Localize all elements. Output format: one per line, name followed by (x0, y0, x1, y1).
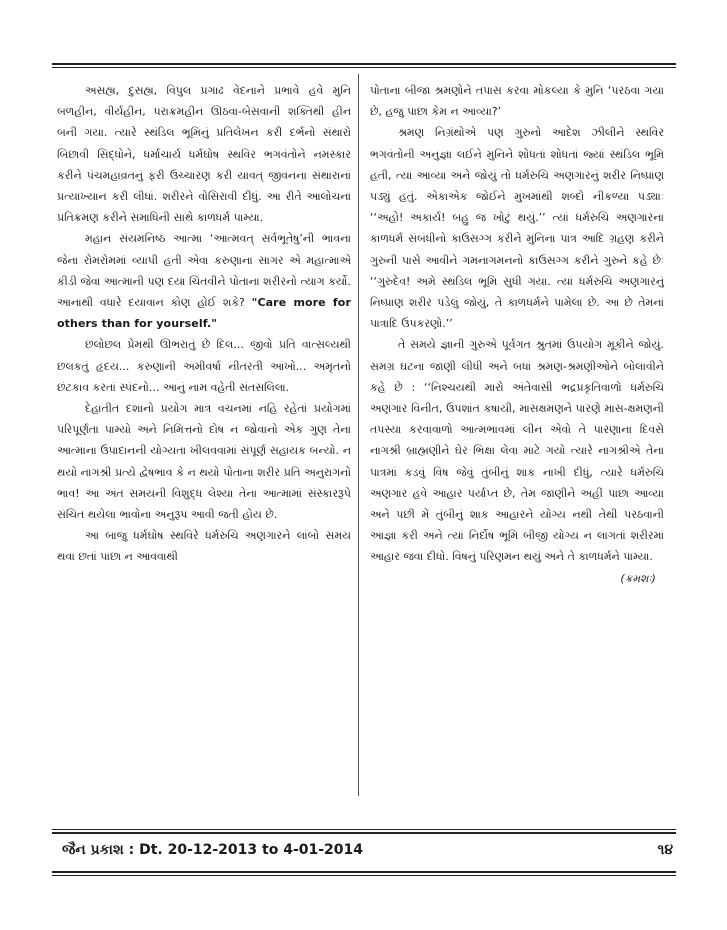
paragraph: છલોછલ પ્રેમથી ઊભરાતું છે દિલ... જીવો પ્રતિ વાત્સલ્યથી છલકતું હૃદય... કરુણાની અમીવર્ષા નીતરતી આંખો... અમૃતનો છંટકાવ કરતાં સ્પંદનો... આનું નામ વહેતી સંતસલિલા. (57, 338, 351, 394)
paragraph (57, 228, 351, 334)
top-rule (52, 63, 676, 65)
paragraph: આ બાજુ ધર્મઘોષ સ્થવિરે ધર્મરુચિ અણગારને લાંબો સમય થવા છતાં પાછા ન આવવાથી (57, 529, 351, 564)
english-quote: "Care more for others than for yourself." (57, 296, 351, 331)
paragraph: પોતાના બીજા શ્રમણોને તપાસ કરવા મોકલ્યા કે મુનિ ‘પરઠવા ગયા છે, હજુ પાછા કેમ ન આવ્યા?’ (370, 84, 664, 119)
footer-rule (52, 829, 676, 830)
footer-rule (52, 832, 676, 834)
column-divider (358, 74, 359, 796)
paragraph-text: તે સમયે જ્ઞાની ગુરુએ પૂર્વગત શ્રુતમાં ઉપયોગ મૂકીને જોયું. સમગ્ર ઘટના જાણી લીધી અને બધાં શ્રમણ-શ્રમણીઓને બોલાવીને કહે છે : ‘‘નિશ્ચયથી મારો અંતેવાસી ભદ્રપ્રકૃતિવાળો ધર્મરુચિ અણગાર વિનીત, ઉપશાંત કષાયી, માસક્ષમણને પારણે માસ-ક્ષમણની તપસ્યા કરવાવાળો આત્મભાવમાં લીન એવો તે પારણાના દિવસે નાગશ્રી બ્રાહ્મણીને ઘેર ભિક્ષા લેવા માટે ગયો ત્યારે નાગશ્રીએ તેના પાત્રમાં કડવું વિષ જેવું તુંબીનું શાક નાખી દીધું, ત્યારે ધર્મરુચિ અણગાર હવે આહાર પર્યાપ્ત છે, તેમ જાણીને અહીં પાછા આવ્યા અને પછી મેં તુંબીનું શાક આહારને યોગ્ય નથી તેથી પરઠવાની આજ્ઞા કરી અને ત્યાં નિર્દોષ ભૂમિ બીજી યોગ્ય ન લાગતાં શરીરમાં આહાર જવા દીધો. વિષનું પરિણમન થયું અને તે કાળધર્મને પામ્યા. (370, 338, 664, 564)
page-number: ૧૪ (657, 842, 673, 858)
to-be-continued: (ક્રમશઃ) (620, 571, 656, 585)
paragraph: શ્રમણ નિગ્રંથોએ પણ ગુરુનો આદેશ ઝીલીને સ્થવિર ભગવંતોની અનુજ્ઞા લઈને મુનિને શોધતાં શોધતાં જ્યાં સ્થંડિલ ભૂમિ હતી, ત્યાં આવ્યા અને જોયું તો ધર્મરુચિ અણગારનું શરીર નિષ્પ્રાણ પડ્યું હતું. એકાએક જોઈને મુખમાંથી શબ્દો નીકળ્યા પડ્યાઃ ‘‘અહો! અકાર્ય! બહુ જ ખોટું થયું.’’ ત્યાં ધર્મરુચિ અણગારના કાળધર્મ સંબંધીનો કાઉસગ્ગ કરીને મુનિના પાત્ર આદિ ગ્રહણ કરીને ગુરુની પાસે આવીને ગમનાગમનનો કાઉસગ્ગ કરીને ગુરુને કહે છેઃ ‘‘ગુરુદેવ! અમે સ્થંડિલ ભૂમિ સુધી ગયા. ત્યાં ધર્મરુચિ અણગારનું નિષ્પ્રાણ શરીર પડેલું જોયું, તે કાળધર્મને પામેલા છે. આ છે તેમનાં પાત્રાદિ ઉપકરણો.’’ (370, 126, 664, 331)
paragraph (370, 334, 664, 585)
left-column (57, 80, 351, 568)
footer-rule (52, 871, 676, 873)
footer-rule (52, 875, 676, 876)
paragraph: દેહાતીત દશાનો પ્રયોગ માત્ર વચનમાં નહિ રહેતાં પ્રયોગમાં પરિપૂર્ણતા પામ્યો અને નિમિત્તનો દોષ ન જોવાનો એક ગુણ તેના આત્માના ઉપાદાનની યોગ્યતા ખીલવવામાં સંપૂર્ણ સહાયક બન્યો. ન થયો નાગશ્રી પ્રત્યે દ્વેષભાવ કે ન થયો પોતાના શરીર પ્રતિ અનુરાગનો ભાવ! આ અંત સમયની વિશુદ્ધ લેશ્યા તેના આત્મામાં સંસ્કારરૂપે સંચિત થયેલા ભાવોના અનુરૂપ આવી જતી હોય છે. (57, 402, 351, 522)
paragraph: અસહ્ય, દુસહ્ય, વિપુલ પ્રગાઢ વેદનાને પ્રભાવે હવે મુનિ બળહીન, વીર્યહીન, પરાક્રમહીન ઊઠવા-બેસવાની શક્તિથી હીન બની ગયા. ત્યારે સ્થંડિલ ભૂમિનું પ્રતિલેખન કરી દર્ભનો સંથારો બિછાવી સિદ્ધોને, ધર્માચાર્ય ધર્મઘોષ સ્થવિર ભગવંતોને નમસ્કાર કરીને પંચમહાવ્રતનું ફરી ઉચ્ચારણ કરી યાવત્ જીવનના સંથારાનાં પ્રત્યાખ્યાન કરી લીધાં. શરીરને વોસિરાવી દીધું. આ રીતે આલોચના પ્રતિક્રમણ કરીને સમાધિની સાથે કાળધર્મ પામ્યા. (57, 84, 351, 225)
paragraph-text: મહાન સંયમનિષ્ઠ આત્મા ‘આત્મવત્ સર્વભૂતેષુ’ની ભાવના જેના રોમરોમમાં વ્યાપી હતી એવા કરુણાના સાગર એ મહાત્માએ કીડી જેવા આત્માની પણ દયા ચિંતવીને પોતાના શરીરનો ત્યાગ કર્યો. આનાથી વધારે દયાવાન કોણ હોઈ શકે? (57, 232, 351, 310)
top-rule-thin (52, 67, 676, 68)
footer-publication-date: જૈન પ્રકાશ : Dt. 20-12-2013 to 4-01-2014 (62, 842, 364, 858)
right-column (370, 80, 664, 589)
